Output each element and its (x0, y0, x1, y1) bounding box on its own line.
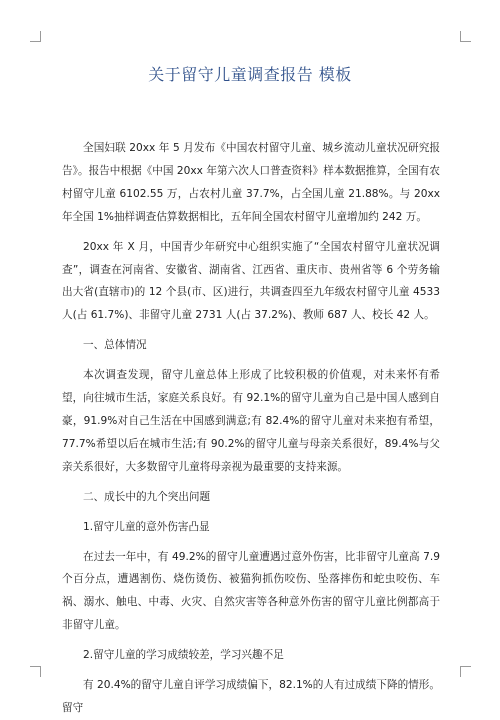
paragraph-survey: 20xx 年 X 月，中国青少年研究中心组织实施了“全国农村留守儿童状况调查”，调查在河南省、安徽省、湖南省、江西省、重庆市、贵州省等 6 个劳务输出大省(直辖市)的 12 个县(市、区)进行，共调查四至九年级农村留守儿童 4533 人(占 61.7%)、非留守儿童 2731 人(占 37.2%)、教师 687 人、校长 42 人。 (62, 240, 440, 322)
crop-mark-top-left (30, 31, 41, 42)
crop-mark-top-right (460, 31, 471, 42)
paragraph-injury: 在过去一年中，有 49.2%的留守儿童遭遇过意外伤害，比非留守儿童高 7.9 个百分点，遭遇割伤、烧伤烫伤、被猫狗抓伤咬伤、坠落摔伤和蛇虫咬伤、车祸、溺水、触电、中毒、火灾、自然灾害等各种意外伤害的留守儿童比例都高于非留守儿童。 (62, 550, 440, 632)
crop-mark-bottom-right (460, 666, 471, 677)
paragraph-intro: 全国妇联 20xx 年 5 月发布《中国农村留守儿童、城乡流动儿童状况研究报告》。报告中根据《中国 20xx 年第六次人口普查资料》样本数据推算，全国有农村留守儿童 6102.55 万，占农村儿童 37.7%，占全国儿童 21.88%。与 20xx 年全国 1%抽样调查估算数据相比，五年间全国农村留守儿童增加约 242 万。 (62, 142, 440, 223)
paragraph-study: 有 20.4%的留守儿童自评学习成绩偏下，82.1%的人有过成绩下降的情形。留守 (62, 679, 440, 714)
document-title: 关于留守儿童调查报告 模板 (148, 65, 352, 84)
section-heading-overview: 一、总体情况 (83, 339, 147, 352)
crop-mark-bottom-left (30, 666, 41, 677)
subheading-study: 2.留守儿童的学习成绩较差，学习兴趣不足 (83, 649, 284, 662)
document-body (62, 137, 440, 720)
subheading-injury: 1.留守儿童的意外伤害凸显 (83, 520, 210, 533)
section-heading-problems: 二、成长中的九个突出问题 (83, 490, 211, 503)
paragraph-overview: 本次调查发现，留守儿童总体上形成了比较积极的价值观，对未来怀有希望，向往城市生活，家庭关系良好。有 92.1%的留守儿童为自己是中国人感到自豪，91.9%对自己生活在中国感到满意;有 82.4%的留守儿童对未来抱有希望，77.7%希望以后在城市生活;有 90.2%的留守儿童与母亲关系很好，89.4%与父亲关系很好，大多数留守儿童将母亲视为最重要的支持来源。 (62, 369, 440, 473)
